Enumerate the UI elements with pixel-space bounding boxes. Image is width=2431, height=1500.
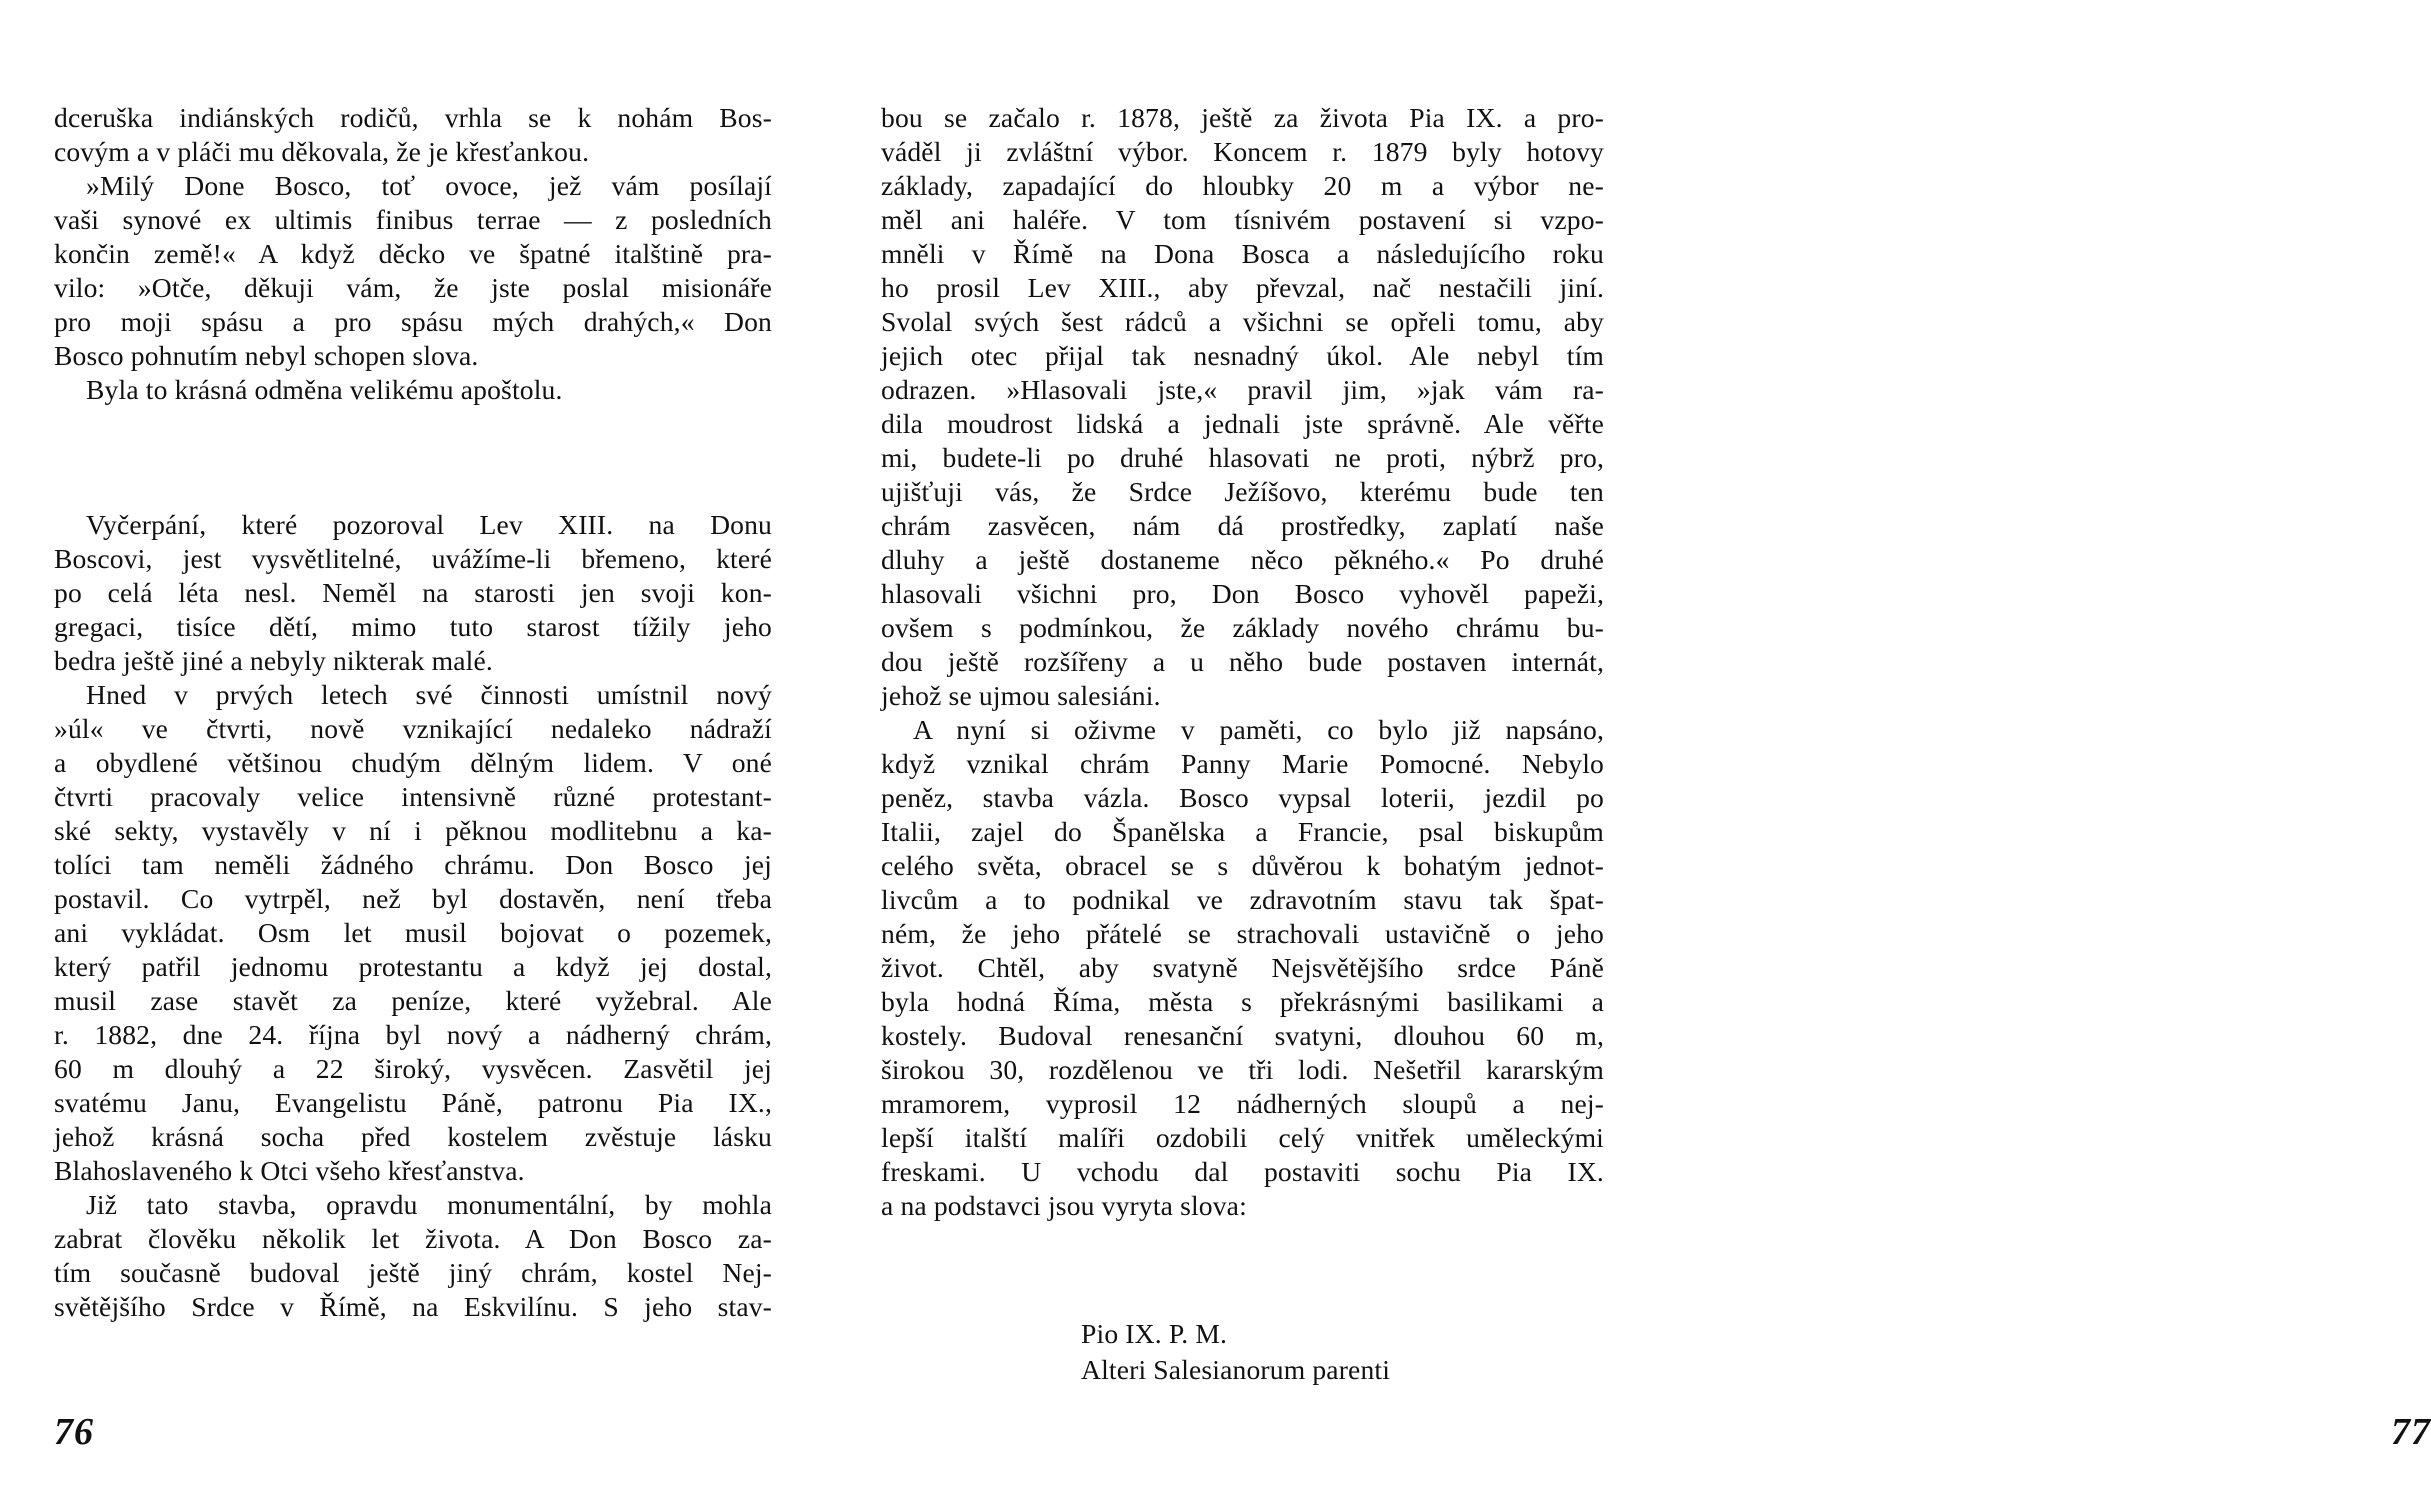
text-line: vilo: »Otče, děkuji vám, že jste poslal misionáře (54, 272, 772, 303)
text-line: a obydlené většinou chudým dělným lidem. V oné (54, 747, 772, 778)
text-line: odrazen. »Hlasovali jste,« pravil jim, »jak vám ra- (881, 374, 1604, 405)
text-line: končin země!« A když děcko ve špatné italštině pra- (54, 238, 772, 269)
paragraph (54, 101, 772, 169)
text-line: vaši synové ex ultimis finibus terrae — z posledních (54, 204, 772, 235)
text-line: váděl ji zvláštní výbor. Koncem r. 1879 byly hotovy (881, 136, 1604, 167)
right-page (823, 0, 2431, 1500)
text-line: Vyčerpání, které pozoroval Lev XIII. na Donu (86, 509, 772, 540)
text-line: Bosco pohnutím nebyl schopen slova. (54, 340, 479, 371)
text-line: život. Chtěl, aby svatyně Nejsvětějšího srdce Páně (881, 952, 1604, 983)
text-line: Italii, zajel do Španělska a Francie, psal biskupům (881, 816, 1604, 847)
text-line: a na podstavci jsou vyryta slova: (881, 1190, 1247, 1221)
text-line: freskami. U vchodu dal postaviti sochu Pia IX. (881, 1156, 1604, 1187)
text-line: hlasovali všichni pro, Don Bosco vyhověl papeži, (881, 578, 1604, 609)
paragraph (54, 678, 772, 1188)
text-line: livcům a to podnikal ve zdravotním stavu tak špat- (881, 884, 1604, 915)
text-line: světějšího Srdce v Římě, na Eskvilínu. S jeho stav- (54, 1291, 772, 1322)
text-line: mramorem, vyprosil 12 nádherných sloupů a nej- (881, 1088, 1604, 1119)
text-line: tím současně budoval ještě jiný chrám, kostel Nej- (54, 1257, 772, 1288)
text-line: pro moji spásu a pro spásu mých drahých,« Don (54, 306, 772, 337)
text-line: po celá léta nesl. Neměl na starosti jen svoji kon- (54, 577, 772, 608)
text-line: jehož se ujmou salesiáni. (881, 680, 1161, 711)
statue-inscription (1081, 1316, 1390, 1388)
text-line: 60 m dlouhý a 22 široký, vysvěcen. Zasvětil jej (54, 1053, 772, 1084)
text-line: Svolal svých šest rádců a všichni se opřeli tomu, aby (881, 306, 1604, 337)
text-line: ujišťuji vás, že Srdce Ježíšovo, kterému bude ten (881, 476, 1604, 507)
text-line: chrám zasvěcen, nám dá prostředky, zaplatí naše (881, 510, 1604, 541)
text-line: bou se začalo r. 1878, ještě za života Pia IX. a pro- (881, 102, 1604, 133)
text-line: postavil. Co vytrpěl, než byl dostavěn, není třeba (54, 883, 772, 914)
text-line: tolíci tam neměli žádného chrámu. Don Bosco jej (54, 849, 772, 880)
text-line: Hned v prvých letech své činnosti umístnil nový (86, 679, 772, 710)
left-text-column (54, 101, 772, 1324)
text-line: dou ještě rozšířeny a u něho bude postaven internát, (881, 646, 1604, 677)
paragraph (54, 169, 772, 373)
text-line: ské sekty, vystavěly v ní i pěknou modlitebnu a ka- (54, 815, 772, 846)
paragraph (54, 508, 772, 678)
text-line: svatému Janu, Evangelistu Páně, patronu Pia IX., (54, 1087, 772, 1118)
text-line: ani vykládat. Osm let musil bojovat o pozemek, (54, 917, 772, 948)
paragraph (54, 1188, 772, 1324)
text-line: dceruška indiánských rodičů, vrhla se k nohám Bos- (54, 102, 772, 133)
text-line: dluhy a ještě dostaneme něco pěkného.« Po druhé (881, 544, 1604, 575)
text-line: který patřil jednomu protestantu a když jej dostal, (54, 951, 772, 982)
text-line: dila moudrost lidská a jednali jste správně. Ale věřte (881, 408, 1604, 439)
text-line: čtvrti pracovaly velice intensivně různé protestant- (54, 781, 772, 812)
page-number: 77 (2391, 1411, 2431, 1453)
text-line: Boscovi, jest vysvětlitelné, uvážíme-li břemeno, které (54, 543, 772, 574)
text-line: když vznikal chrám Panny Marie Pomocné. Nebylo (881, 748, 1604, 779)
text-line: bedra ještě jiné a nebyly nikterak malé. (54, 645, 493, 676)
text-line: r. 1882, dne 24. října byl nový a nádherný chrám, (54, 1019, 772, 1050)
left-page (0, 0, 823, 1500)
text-line: mněli v Římě na Dona Bosca a následujícího roku (881, 238, 1604, 269)
text-line: musil zase stavět za peníze, které vyžebral. Ale (54, 985, 772, 1016)
text-line: zabrat člověku několik let života. A Don Bosco za- (54, 1223, 772, 1254)
text-line: jejich otec přijal tak nesnadný úkol. Ale nebyl tím (881, 340, 1604, 371)
text-line: ném, že jeho přátelé se strachovali ustavičně o jeho (881, 918, 1604, 949)
text-line: ovšem s podmínkou, že základy nového chrámu bu- (881, 612, 1604, 643)
text-line: širokou 30, rozdělenou ve tři lodi. Nešetřil kararským (881, 1054, 1604, 1085)
text-line: celého světa, obracel se s důvěrou k bohatým jednot- (881, 850, 1604, 881)
text-line: gregaci, tisíce dětí, mimo tuto starost tížily jeho (54, 611, 772, 642)
text-line: Již tato stavba, opravdu monumentální, by mohla (86, 1189, 772, 1220)
text-line: Byla to krásná odměna velikému apoštolu. (86, 374, 563, 405)
paragraph (881, 713, 1604, 1223)
right-text-column (881, 101, 1604, 1223)
section-break (54, 407, 772, 508)
inscription-line: Alteri Salesianorum parenti (1081, 1354, 1391, 1385)
text-line: Blahoslaveného k Otci všeho křesťanstva. (54, 1155, 525, 1186)
text-line: mi, budete-li po druhé hlasovati ne proti, nýbrž pro, (881, 442, 1604, 473)
text-line: kostely. Budoval renesanční svatyni, dlouhou 60 m, (881, 1020, 1604, 1051)
text-line: měl ani haléře. V tom tísnivém postavení si vzpo- (881, 204, 1604, 235)
text-line: ho prosil Lev XIII., aby převzal, nač nestačili jiní. (881, 272, 1604, 303)
paragraph (881, 101, 1604, 713)
paragraph (54, 373, 772, 407)
page-number: 76 (54, 1411, 94, 1453)
text-line: peněz, stavba vázla. Bosco vypsal loterii, jezdil po (881, 782, 1604, 813)
text-line: »úl« ve čtvrti, nově vznikající nedaleko nádraží (54, 713, 772, 744)
text-line: covým a v pláči mu děkovala, že je křesťankou. (54, 136, 590, 167)
text-line: »Milý Done Bosco, toť ovoce, jež vám posílají (86, 170, 772, 201)
text-line: lepší italští malíři ozdobili celý vnitřek uměleckými (881, 1122, 1604, 1153)
text-line: byla hodná Říma, města s překrásnými basilikami a (881, 986, 1604, 1017)
text-line: jehož krásná socha před kostelem zvěstuje lásku (54, 1121, 772, 1152)
inscription-line: Pio IX. P. M. (1081, 1318, 1228, 1349)
text-line: základy, zapadající do hloubky 20 m a výbor ne- (881, 170, 1604, 201)
text-line: A nyní si oživme v paměti, co bylo již napsáno, (913, 714, 1604, 745)
